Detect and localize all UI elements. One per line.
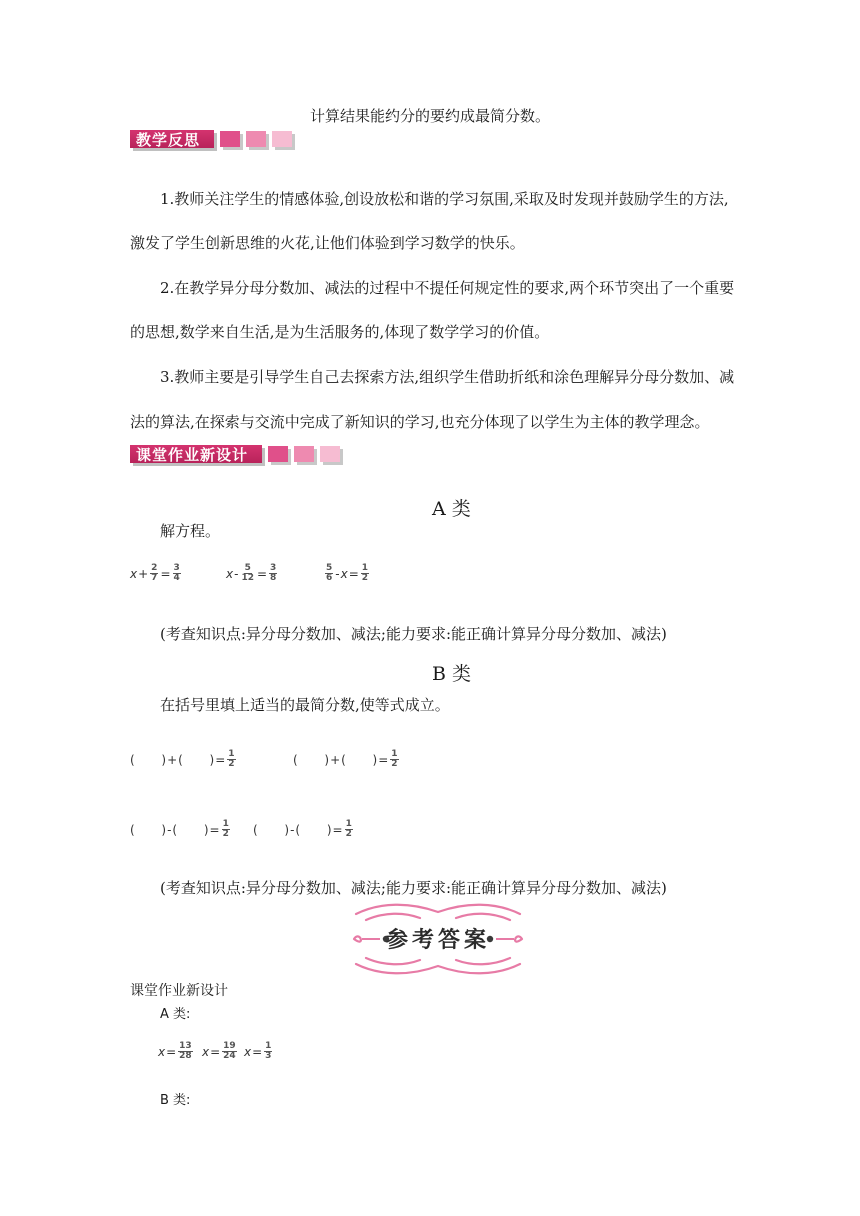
equation-1 (130, 564, 182, 583)
top-note: 计算结果能约分的要约成最简分数。 (310, 107, 551, 125)
section-banner-homework (130, 443, 340, 465)
right-paren: ) (209, 752, 215, 767)
variable: x (158, 1044, 166, 1059)
equals: = (209, 822, 220, 837)
right-paren: ) (324, 752, 330, 767)
decor-square (220, 131, 240, 147)
equation-2 (226, 564, 278, 583)
class-a-heading: A 类 (432, 498, 471, 520)
answer-a3 (244, 1042, 273, 1061)
variable: x (340, 566, 348, 581)
right-paren: ) (203, 822, 209, 837)
operator: - (290, 822, 295, 837)
variable: x (202, 1044, 210, 1059)
decor-square (246, 131, 266, 147)
class-a-instruction: 解方程。 (160, 522, 221, 540)
decor-square (272, 131, 292, 147)
operator: - (335, 566, 340, 581)
equals: = (332, 822, 343, 837)
right-paren: ) (326, 822, 332, 837)
answer-a1 (158, 1042, 194, 1061)
blank-equation-plus-1 (130, 750, 237, 769)
fraction: $\frac{1}{2}$ (391, 749, 398, 769)
left-paren: ( (295, 822, 301, 837)
answer-a2 (202, 1042, 238, 1061)
reflection-3-line1: 3.教师主要是引导学生自己去探索方法,组织学生借助折纸和涂色理解异分母分数加、减 (160, 368, 735, 386)
left-paren: ( (253, 822, 258, 837)
operator: + (167, 752, 178, 767)
class-b-instruction: 在括号里填上适当的最简分数,使等式成立。 (160, 696, 450, 714)
decor-square (294, 446, 314, 462)
class-b-note: (考查知识点:异分母分数加、减法;能力要求:能正确计算异分母分数加、减法) (160, 879, 667, 897)
left-paren: ( (293, 752, 298, 767)
fraction: $\frac{5}{12}$ (241, 563, 254, 583)
equals: = (252, 1044, 263, 1059)
operator: + (330, 752, 341, 767)
equals: = (378, 752, 389, 767)
section-title: 课堂作业新设计 (130, 445, 262, 463)
equals: = (348, 566, 359, 581)
reflection-1-line2: 激发了学生创新思维的火花,让他们体验到学习数学的快乐。 (130, 234, 525, 252)
blank-equation-minus-1 (130, 820, 231, 839)
decor-square (268, 446, 288, 462)
right-paren: ) (284, 822, 290, 837)
section-title: 教学反思 (130, 130, 214, 148)
variable: x (130, 566, 138, 581)
right-paren: ) (161, 752, 167, 767)
fraction: $\frac{2}{7}$ (151, 563, 158, 583)
fraction: $\frac{1}{2}$ (228, 749, 235, 769)
answer-banner-ornament (350, 900, 526, 978)
answers-title: 课堂作业新设计 (130, 983, 228, 999)
right-paren: ) (372, 752, 378, 767)
blank-equation-minus-2 (253, 820, 354, 839)
equals: = (256, 566, 268, 581)
fraction: $\frac{1}{2}$ (345, 819, 352, 839)
fraction: $\frac{19}{24}$ (223, 1041, 236, 1061)
class-a-note: (考查知识点:异分母分数加、减法;能力要求:能正确计算异分母分数加、减法) (160, 625, 667, 643)
reflection-1-line1: 1.教师关注学生的情感体验,创设放松和谐的学习氛围,采取及时发现并鼓励学生的方法, (160, 190, 729, 208)
answers-a-label: A 类: (160, 1007, 191, 1022)
answers-b-label: B 类: (160, 1093, 191, 1108)
left-paren: ( (172, 822, 178, 837)
fraction: $\frac{1}{2}$ (222, 819, 229, 839)
fraction: $\frac{1}{2}$ (361, 563, 369, 583)
decor-square (320, 446, 340, 462)
variable: x (244, 1044, 252, 1059)
fraction: $\frac{13}{28}$ (179, 1041, 192, 1061)
answer-banner-text: 参考答案 (385, 927, 491, 953)
reflection-3-line2: 法的算法,在探索与交流中完成了新知识的学习,也充分体现了以学生为主体的教学理念。 (130, 413, 710, 431)
reflection-2-line1: 2.在教学异分母分数加、减法的过程中不提任何规定性的要求,两个环节突出了一个重要 (160, 279, 735, 297)
operator: - (234, 566, 239, 581)
operator: - (167, 822, 172, 837)
fraction: $\frac{3}{8}$ (270, 563, 277, 583)
equals: = (215, 752, 226, 767)
fraction: $\frac{1}{3}$ (265, 1041, 272, 1061)
equals: = (160, 566, 171, 581)
equals: = (210, 1044, 221, 1059)
operator: + (138, 566, 149, 581)
left-paren: ( (178, 752, 183, 767)
left-paren: ( (130, 822, 135, 837)
class-b-heading: B 类 (432, 663, 472, 685)
left-paren: ( (341, 752, 346, 767)
section-banner-reflection (130, 128, 292, 150)
reflection-2-line2: 的思想,数学来自生活,是为生活服务的,体现了数学学习的价值。 (130, 323, 550, 341)
blank-equation-plus-2 (293, 750, 400, 769)
fraction: $\frac{3}{4}$ (173, 563, 180, 583)
equals: = (166, 1044, 177, 1059)
right-paren: ) (161, 822, 167, 837)
fraction: $\frac{5}{6}$ (326, 563, 333, 583)
left-paren: ( (130, 752, 135, 767)
variable: x (226, 566, 234, 581)
equation-3 (324, 564, 370, 583)
